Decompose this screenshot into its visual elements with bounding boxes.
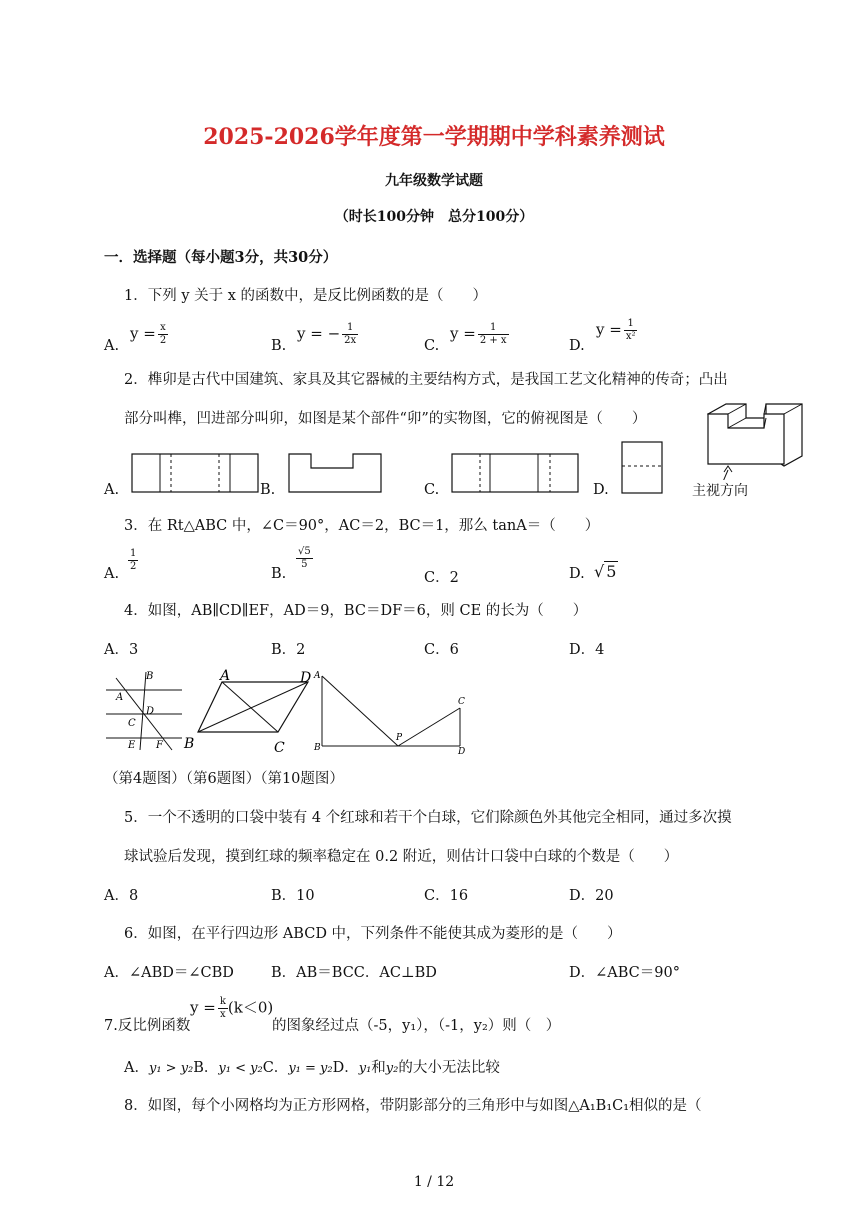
fig4-label-f: F [156, 740, 163, 751]
q7-fn-lhs: y = [190, 998, 216, 1017]
q2-option-c-label: C. [424, 482, 440, 498]
q3-option-b [294, 546, 313, 571]
q3-option-d-label: D. [569, 566, 585, 582]
fig4-label-d: D [146, 706, 155, 717]
q1-option-a-lhs: y = [130, 324, 156, 343]
q1-option-d [596, 318, 637, 343]
q8-stem: 8．如图，每个小网格均为正方形网格，带阴影部分的三角形中与如图△A₁B₁C₁相似的是（ [124, 1098, 702, 1114]
q1-a-num: x [158, 322, 168, 335]
q1-b-den: 2x [344, 335, 357, 346]
q1-option-c [450, 322, 509, 347]
exam-title: 2025-2026学年度第一学期期中学科素养测试 [203, 124, 665, 150]
q7-fn-den: x [220, 1009, 226, 1020]
q2-view-direction-label: 主视方向 [692, 483, 748, 499]
q2-option-d-figure [620, 440, 666, 496]
q3-stem: 3．在 Rt△ABC 中，∠C＝90°，AC＝2，BC＝1，那么 tanA＝（ ） [124, 518, 600, 534]
exam-duration: （时长100分钟 总分100分） [334, 209, 534, 225]
q4-option-c: C．6 [424, 642, 459, 658]
q6-option-b-c: B．AB＝BCC．AC⊥BD [271, 965, 437, 981]
q7-option-a-label: A． [124, 1060, 149, 1076]
fig10-label-c: C [458, 697, 465, 707]
q1-option-d-label: D. [569, 338, 585, 354]
q2-mortise-3d-figure [700, 400, 810, 480]
q5-option-c: C．16 [424, 888, 469, 904]
q7-option-b: y₁ < y₂ [218, 1061, 263, 1076]
figure-q4 [104, 668, 184, 752]
q3-option-c: C．2 [424, 570, 459, 586]
q1-d-den: x² [625, 331, 636, 342]
q3-a-num: 1 [130, 548, 137, 559]
q7-option-d-y2: y₂ [385, 1061, 399, 1076]
q5-option-a: A．8 [104, 888, 139, 904]
q1-stem: 1．下列 y 关于 x 的函数中，是反比例函数的是（ ） [124, 288, 488, 304]
q6-stem: 6．如图，在平行四边形 ABCD 中，下列条件不能使其成为菱形的是（ ） [124, 926, 622, 942]
q1-b-num: 1 [342, 322, 358, 335]
q3-d-radicand: 5 [606, 562, 617, 581]
q1-option-a [130, 322, 168, 347]
q3-option-d [594, 562, 618, 581]
q5-option-d: D．20 [569, 888, 614, 904]
q3-a-den: 2 [130, 561, 137, 572]
q7-options [124, 1056, 500, 1077]
fig6-label-d: D [300, 670, 312, 686]
q7-function [190, 996, 273, 1021]
q3-b-den: 5 [301, 559, 308, 570]
q1-c-den: 2 + x [479, 335, 507, 346]
figure-q6 [182, 668, 322, 756]
fig10-label-d: D [458, 747, 466, 757]
q3-b-num: √5 [298, 546, 311, 557]
q7-option-c: y₁ = y₂ [288, 1061, 333, 1076]
q5-option-b: B．10 [271, 888, 315, 904]
q5-stem-line2: 球试验后发现，摸到红球的频率稳定在 0.2 附近，则估计口袋中白球的个数是（ ） [124, 849, 679, 865]
fig4-label-a: A [116, 692, 124, 703]
fig4-label-b: B [146, 671, 154, 682]
q1-option-a-label: A. [104, 338, 120, 354]
q7-option-d-tail: 的大小无法比较 [398, 1060, 500, 1076]
q7-fn-condition: (k＜0) [227, 998, 274, 1017]
q2-option-d-label: D. [593, 482, 609, 498]
q7-suffix: 的图象经过点（-5，y₁），（-1，y₂）则（ ） [272, 1018, 561, 1034]
q7-option-d-and: 和 [371, 1060, 386, 1076]
fig4-label-e: E [128, 740, 136, 751]
exam-subtitle: 九年级数学试题 [385, 173, 483, 189]
q2-option-a-label: A. [104, 482, 120, 498]
q7-option-d-y1: y₁ [358, 1061, 372, 1076]
fig6-label-a: A [220, 668, 231, 684]
q4-option-a: A．3 [104, 642, 139, 658]
q4-option-d: D．4 [569, 642, 605, 658]
q1-d-num: 1 [624, 318, 638, 331]
q1-c-num: 1 [478, 322, 509, 335]
q2-option-c-figure [450, 452, 582, 496]
q3-option-a-label: A. [104, 566, 120, 582]
q7-option-a: y₁ > y₂ [148, 1061, 194, 1076]
fig4-label-c: C [128, 718, 136, 729]
q2-option-b-figure [287, 452, 385, 496]
q1-option-c-label: C. [424, 338, 440, 354]
q2-stem-line2: 部分叫榫，凹进部分叫卯，如图是某个部件“卯”的实物图，它的俯视图是（ ） [124, 411, 647, 427]
figure-caption: （第4题图）（第6题图）（第10题图） [104, 771, 344, 787]
section-heading: 一．选择题（每小题3分，共30分） [104, 249, 338, 266]
q3-d-sqrt-sign: √ [594, 562, 605, 581]
q2-option-b-label: B. [260, 482, 276, 498]
fig10-label-a: A [314, 671, 321, 681]
q7-option-b-label: B． [193, 1060, 219, 1076]
q1-option-d-lhs: y = [596, 320, 622, 339]
q4-stem: 4．如图，AB∥CD∥EF，AD＝9，BC＝DF＝6，则 CE 的长为（ ） [124, 603, 588, 619]
q1-option-b [297, 322, 358, 347]
q1-option-c-lhs: y = [450, 324, 476, 343]
fig10-label-p: P [396, 733, 403, 743]
fig10-label-b: B [314, 743, 321, 753]
q1-a-den: 2 [159, 335, 167, 346]
fig6-label-c: C [274, 740, 285, 756]
q3-option-b-label: B. [271, 566, 287, 582]
q6-option-a: A．∠ABD＝∠CBD [104, 965, 234, 981]
q1-option-b-lhs: y = − [297, 324, 341, 343]
page-number: 1 / 12 [413, 1174, 455, 1190]
q2-option-a-figure [130, 452, 262, 496]
q4-option-b: B．2 [271, 642, 306, 658]
figure-q10 [312, 668, 472, 758]
q5-stem-line1: 5．一个不透明的口袋中装有 4 个红球和若干个白球，它们除颜色外其他完全相同，通过多次摸 [124, 810, 732, 826]
q3-option-a [126, 548, 138, 573]
q2-stem-line1: 2．榫卯是古代中国建筑、家具及其它器械的主要结构方式，是我国工艺文化精神的传奇；凸出 [124, 372, 728, 388]
q7-fn-num: k [219, 996, 226, 1007]
fig6-label-b: B [184, 736, 195, 752]
q1-option-b-label: B. [271, 338, 287, 354]
q7-option-c-label: C． [262, 1060, 289, 1076]
q6-option-d: D．∠ABC＝90° [569, 965, 680, 981]
q7-option-d-label: D． [332, 1060, 359, 1076]
q7-prefix: 7.反比例函数 [104, 1018, 191, 1034]
